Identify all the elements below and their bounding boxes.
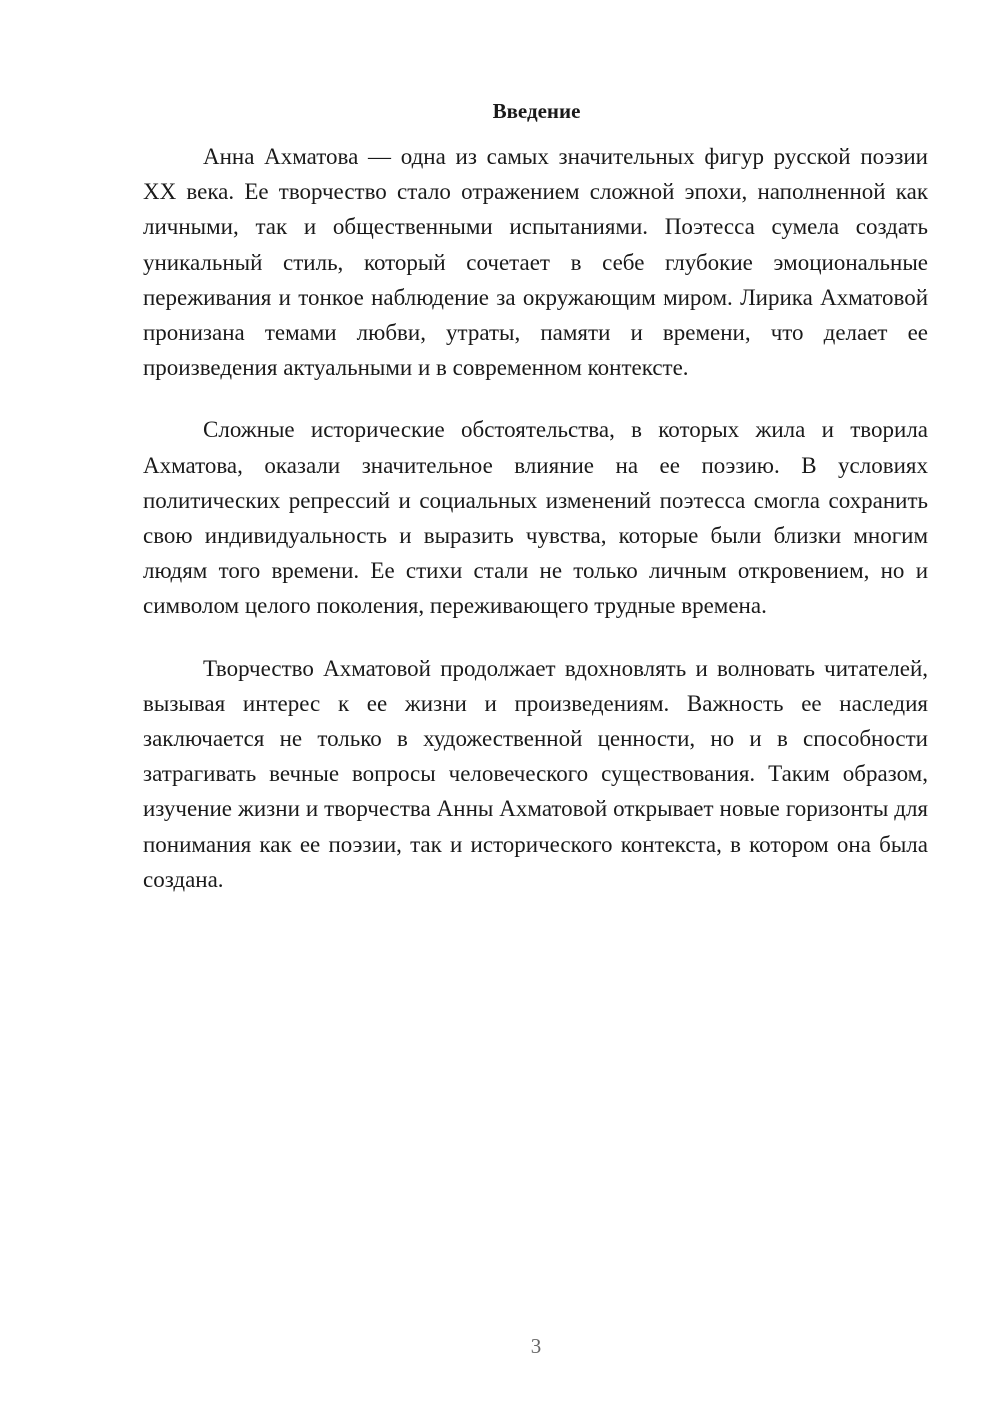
page-number: 3 [530, 1334, 542, 1358]
paragraph-3: Творчество Ахматовой продолжает вдохновлять и волновать читателей, вызывая интерес к ее жизни и произведениям. Важность ее наследия заключается не только в художественной ценности, но и в способности затрагивать вечные вопросы человеческого существования. Таким образом, изучение жизни и творчества Анны Ахматовой открывает новые горизонты для понимания как ее поэзии, так и исторического контекста, в котором она была создана. [143, 655, 928, 892]
paragraph-2: Сложные исторические обстоятельства, в которых жила и творила Ахматова, оказали значительное влияние на ее поэзию. В условиях политических репрессий и социальных изменений поэтесса смогла сохранить свою индивидуальность и выразить чувства, которые были близки многим людям того времени. Ее стихи стали не только личным откровением, но и символом целого поколения, переживающего трудные времена. [143, 417, 928, 619]
section-heading: Введение [492, 99, 581, 123]
page-content [143, 96, 928, 924]
paragraph-1: Анна Ахматова — одна из самых значительных фигур русской поэзии XX века. Ее творчество стало отражением сложной эпохи, наполненной как личными, так и общественными испытаниями. Поэтесса сумела создать уникальный стиль, который сочетает в себе глубокие эмоциональные переживания и тонкое наблюдение за окружающим миром. Лирика Ахматовой пронизана темами любви, утраты, памяти и времени, что делает ее произведения актуальными и в современном контексте. [143, 144, 928, 381]
